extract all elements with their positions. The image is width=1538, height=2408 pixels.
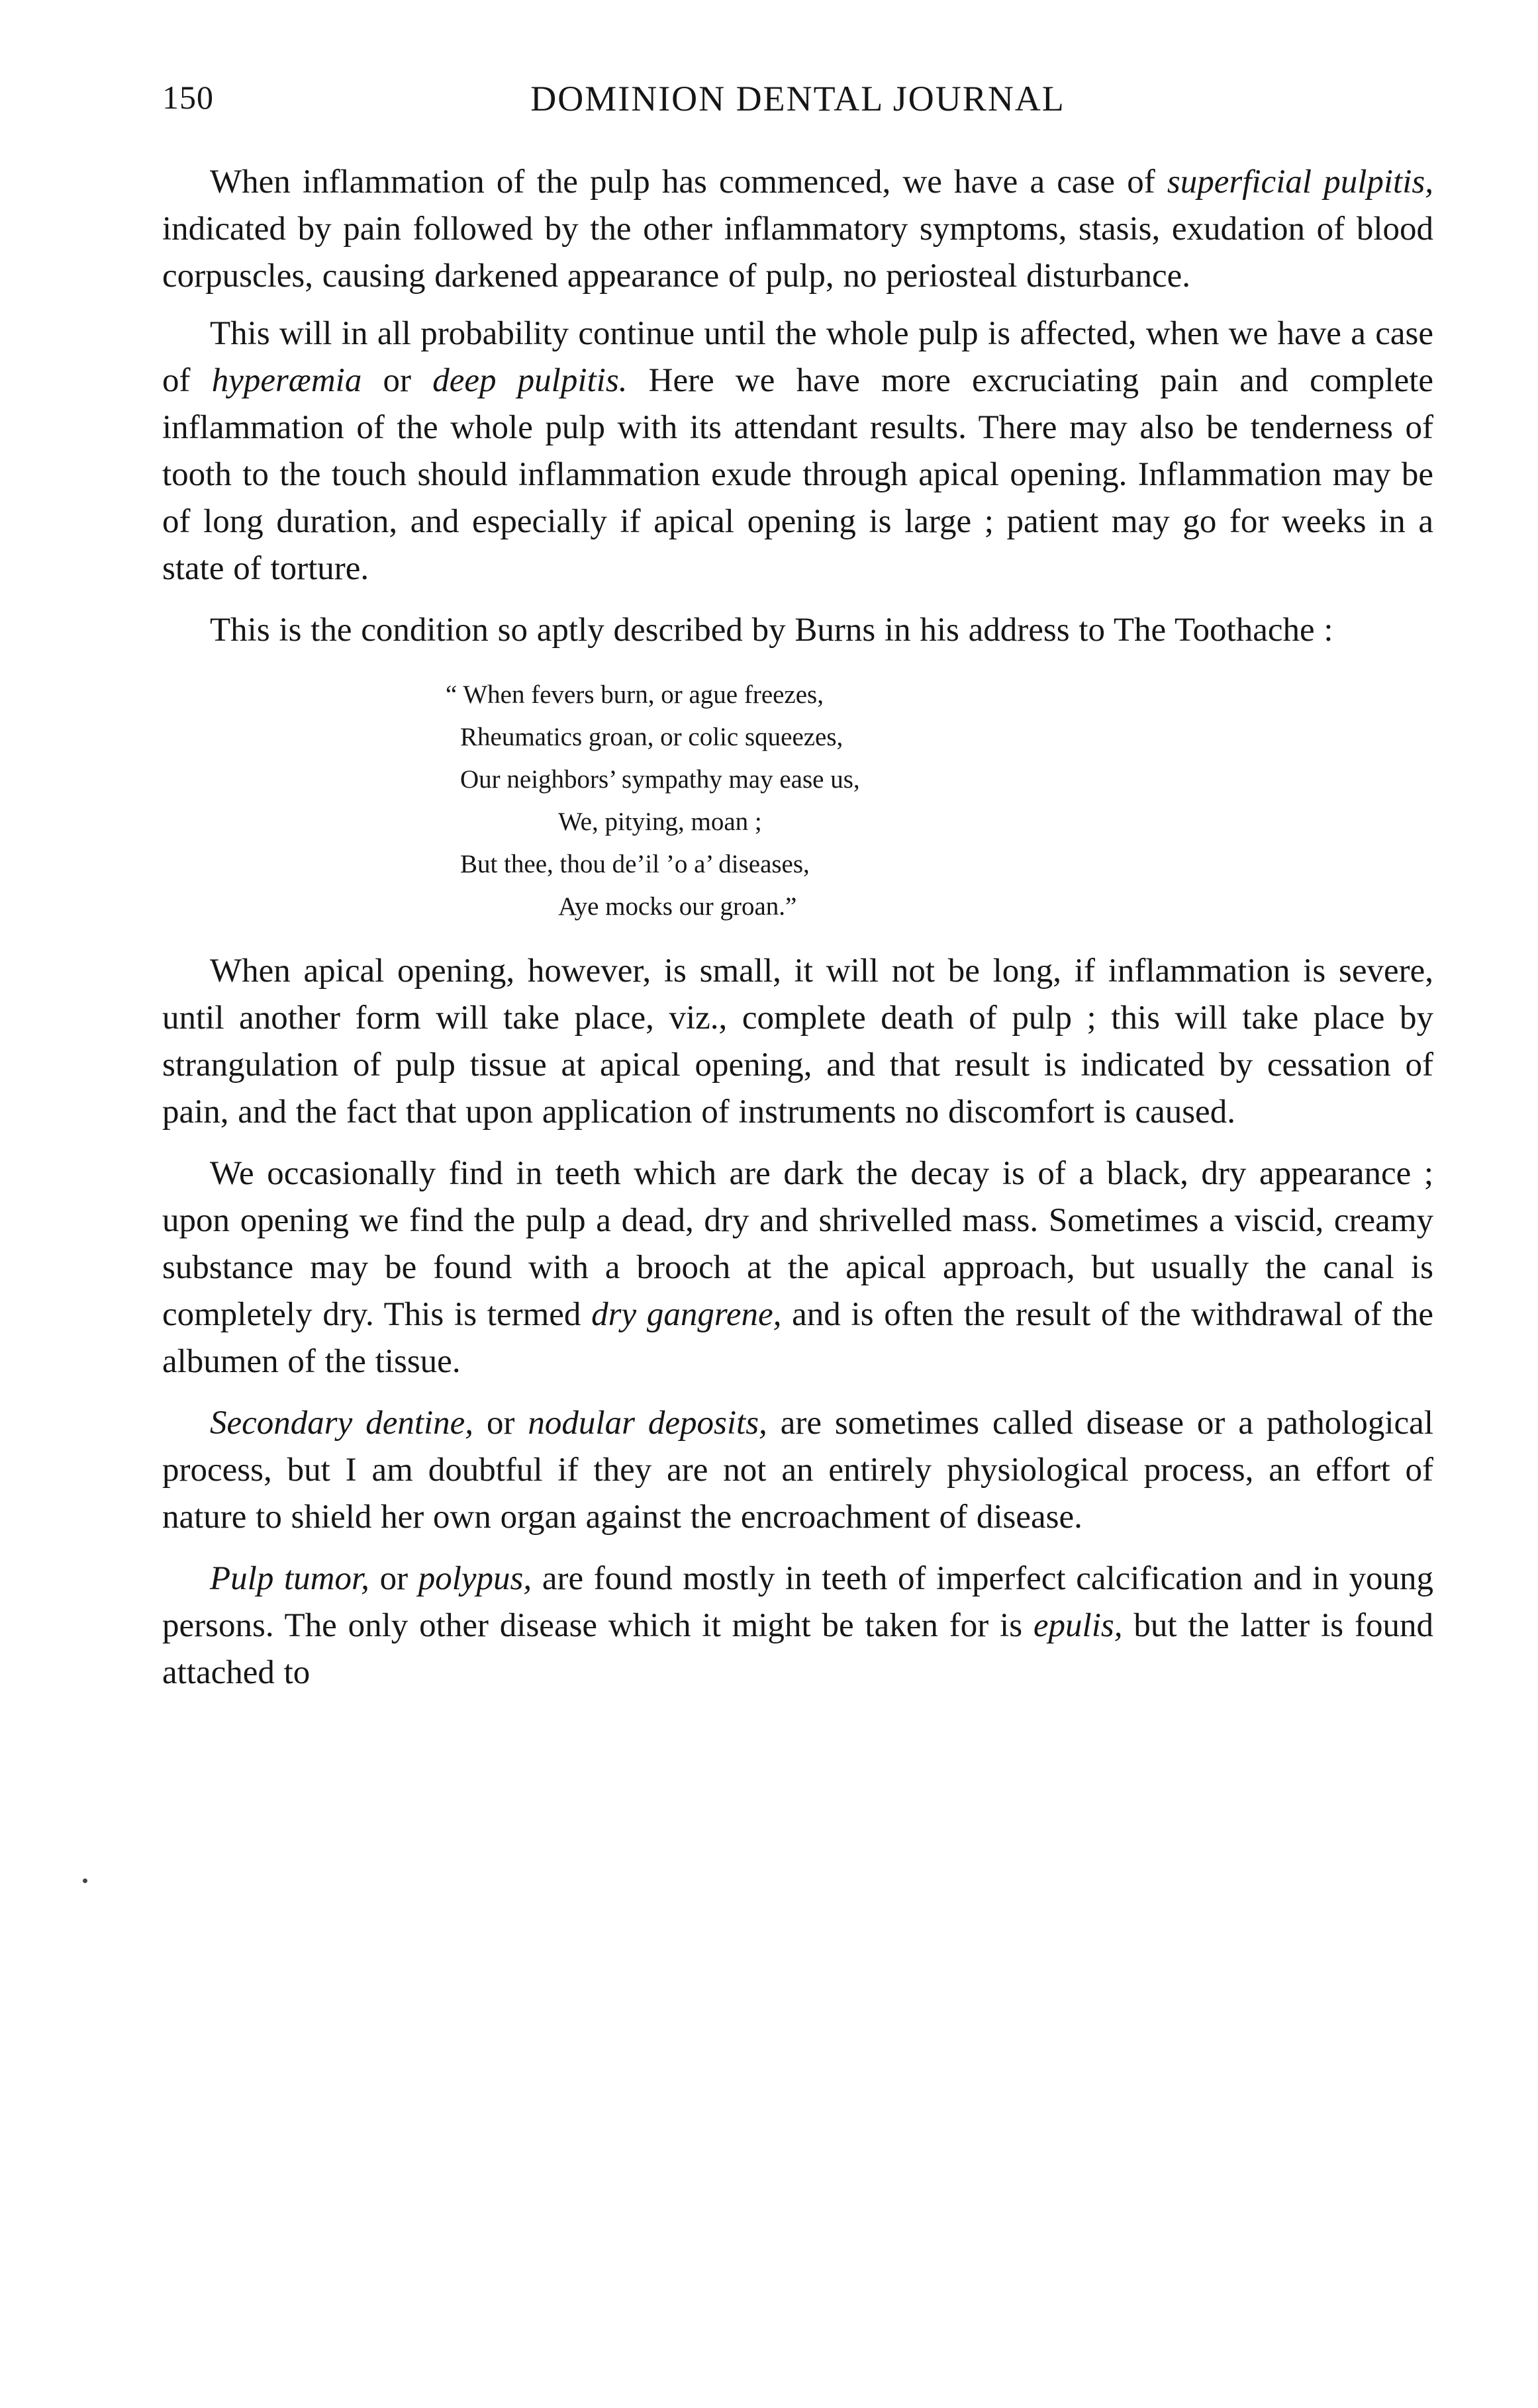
article-body (162, 159, 1433, 1711)
paragraph-text: are sometimes called disease or a pathological process, but I am doubtful if they are not an entirely physiological process, an effort of nature to shield her own organ against the encroachment of disease. (162, 1405, 1433, 1536)
paragraph-text: We occasionally find in teeth which are dark the decay is of a black, dry appearance ; upon opening we find the pulp a dead, dry and shrivelled mass. Sometimes a viscid, creamy substance may be found with a brooch at the apical approach, but usually the canal is completely dry. This is termed (162, 1155, 1433, 1333)
paragraph-dry-gangrene (162, 1150, 1433, 1385)
verse-line: But thee, thou de’il ’o a’ diseases, (460, 850, 810, 878)
italic-term: Secondary dentine, (210, 1405, 474, 1442)
italic-term: superficial pulpitis, (1167, 163, 1433, 201)
paragraph-text: When inflammation of the pulp has commenced, we have a case of (210, 163, 1167, 201)
page-number: 150 (162, 79, 214, 116)
italic-term: deep pulpitis. (432, 362, 628, 399)
poem-quotation (162, 674, 1433, 928)
paragraph-secondary-dentine (162, 1400, 1433, 1541)
paragraph-text: are found mostly in teeth of imperfect calcification and in young persons. The only other disease which it might be taken for is (162, 1560, 1433, 1644)
paragraph-text: but the latter is found attached to (162, 1607, 1433, 1691)
print-speck (83, 1878, 87, 1883)
italic-term: polypus, (418, 1560, 532, 1597)
running-head (162, 78, 1433, 131)
paragraph-burns: This is the condition so aptly described by Burns in his address to The Toothache : (210, 612, 1333, 649)
italic-term: Pulp tumor, (210, 1560, 369, 1597)
verse-line: Our neighbors’ sympathy may ease us, (460, 765, 860, 794)
paragraph-pulp-tumor (162, 1555, 1433, 1696)
paragraph-text: or (361, 362, 433, 399)
verse-line: We, pitying, moan ; (558, 808, 762, 836)
journal-title: DOMINION DENTAL JOURNAL (530, 79, 1065, 118)
paragraph-superficial-pulpitis (162, 159, 1433, 300)
paragraph-text: indicated by pain followed by the other inflammatory symptoms, stasis, exudation of blood corpuscles, causing darkened appearance of pulp, no periosteal disturbance. (162, 210, 1433, 295)
italic-term: epulis, (1033, 1607, 1123, 1644)
paragraph-text: This will in all probability continue until the whole pulp is affected, when we have a case of (162, 315, 1433, 399)
paragraph-text: or (369, 1560, 418, 1597)
italic-term: hyperæmia (211, 362, 362, 399)
italic-term: nodular deposits, (528, 1405, 767, 1442)
verse-line: “ When fevers burn, or ague freezes, (446, 680, 824, 709)
paragraph-text: and is often the result of the withdrawal of the albumen of the tissue. (162, 1296, 1433, 1380)
paragraph-text: Here we have more excruciating pain and complete inflammation of the whole pulp with its attendant results. There may also be tenderness of tooth to the touch should inflammation exude through apical opening. Inflammation may be of long duration, and especially if apical opening is large ; patient may go for weeks in a state of torture. (162, 362, 1434, 587)
paragraph-death-of-pulp: When apical opening, however, is small, it will not be long, if inflammation is severe, until another form will take place, viz., complete death of pulp ; this will take place by strangulation of pulp tissue at apical opening, and that result is indicated by cessation of pain, and the fact that upon application of instruments no discomfort is caused. (162, 952, 1433, 1131)
paragraph-text: or (473, 1405, 528, 1442)
italic-term: dry gangrene, (591, 1296, 782, 1333)
journal-page (162, 0, 1433, 2408)
verse-line: Aye mocks our groan.” (558, 892, 797, 921)
verse-line: Rheumatics groan, or colic squeezes, (460, 723, 843, 751)
paragraph-hyperaemia (162, 310, 1433, 592)
